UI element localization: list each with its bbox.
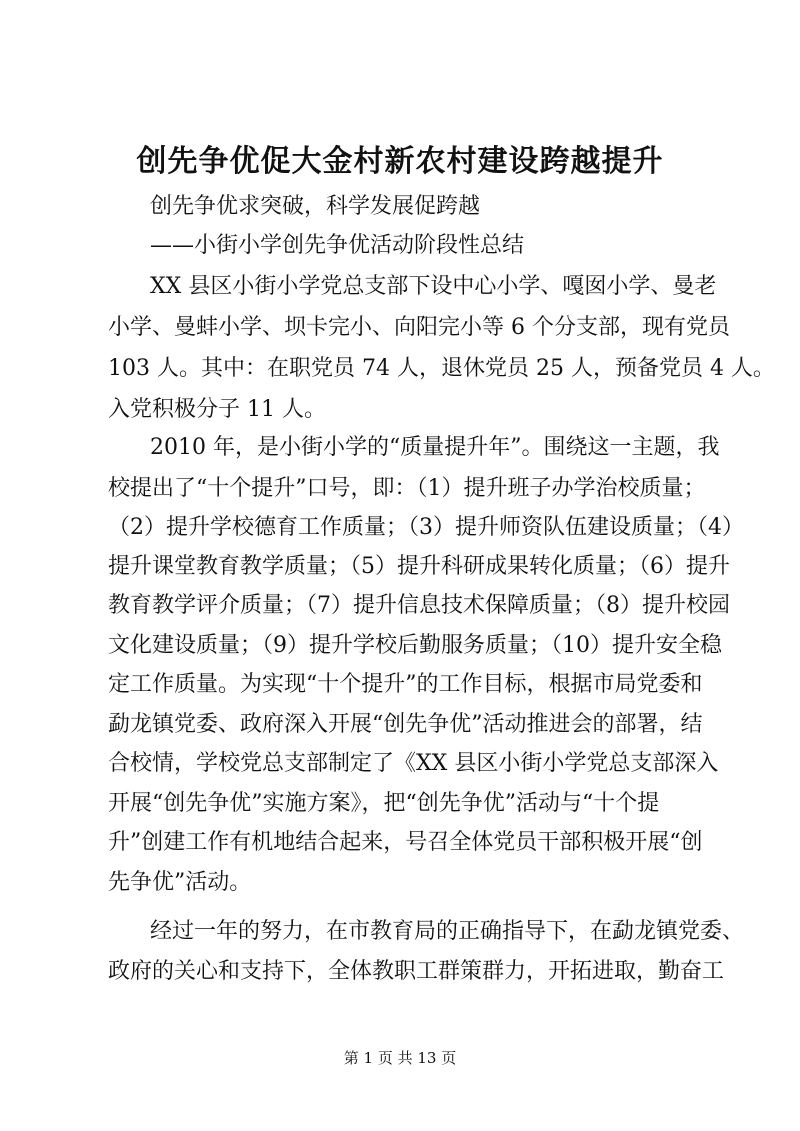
paragraph-line: 政府的关心和支持下，全体教职工群策群力，开拓进取，勤奋工 <box>108 959 725 984</box>
paragraph-line: 103 人。其中：在职党员 74 人，退休党员 25 人，预备党员 4 人。 <box>108 356 775 381</box>
paragraph-line: XX 县区小街小学党总支部下设中心小学、嘎囡小学、曼老 <box>150 274 717 299</box>
paragraph-line: （2）提升学校德育工作质量；（3）提升师资队伍建设质量；（4） <box>108 515 744 540</box>
paragraph-line: 教育教学评介质量；（7）提升信息技术保障质量；（8）提升校园 <box>108 593 730 618</box>
page-number-footer: 第 1 页 共 13 页 <box>343 1049 457 1067</box>
paragraph-line: 文化建设质量；（9）提升学校后勤服务质量；（10）提升安全稳 <box>108 633 722 658</box>
paragraph-line: 勐龙镇党委、政府深入开展“创先争优”活动推进会的部署，结 <box>108 712 703 737</box>
paragraph-line: 经过一年的努力，在市教育局的正确指导下，在勐龙镇党委、 <box>150 919 745 944</box>
paragraph-line: 先争优”活动。 <box>108 870 252 895</box>
paragraph-line: 定工作质量。为实现“十个提升”的工作目标，根据市局党委和 <box>108 672 703 697</box>
subtitle-dash: ——小街小学创先争优活动阶段性总结 <box>150 233 525 258</box>
paragraph-line: 入党积极分子 11 人。 <box>108 397 326 422</box>
paragraph-line: 小学、曼蚌小学、坝卡完小、向阳完小等 6 个分支部，现有党员 <box>108 315 730 340</box>
paragraph-line: 校提出了“十个提升”口号，即：（1）提升班子办学治校质量； <box>108 476 706 501</box>
paragraph-line: 合校情，学校党总支部制定了《XX 县区小街小学党总支部深入 <box>108 751 719 776</box>
paragraph-line: 升”创建工作有机地结合起来，号召全体党员干部积极开展“创 <box>108 830 703 855</box>
subtitle: 创先争优求突破，科学发展促跨越 <box>150 194 481 219</box>
document-title: 创先争优促大金村新农村建设跨越提升 <box>136 144 664 179</box>
paragraph-line: 开展“创先争优”实施方案》，把“创先争优”活动与“十个提 <box>108 791 660 816</box>
paragraph-line: 2010 年，是小街小学的“质量提升年”。围绕这一主题，我 <box>150 435 720 460</box>
paragraph-line: 提升课堂教育教学质量；（5）提升科研成果转化质量；（6）提升 <box>108 554 730 579</box>
